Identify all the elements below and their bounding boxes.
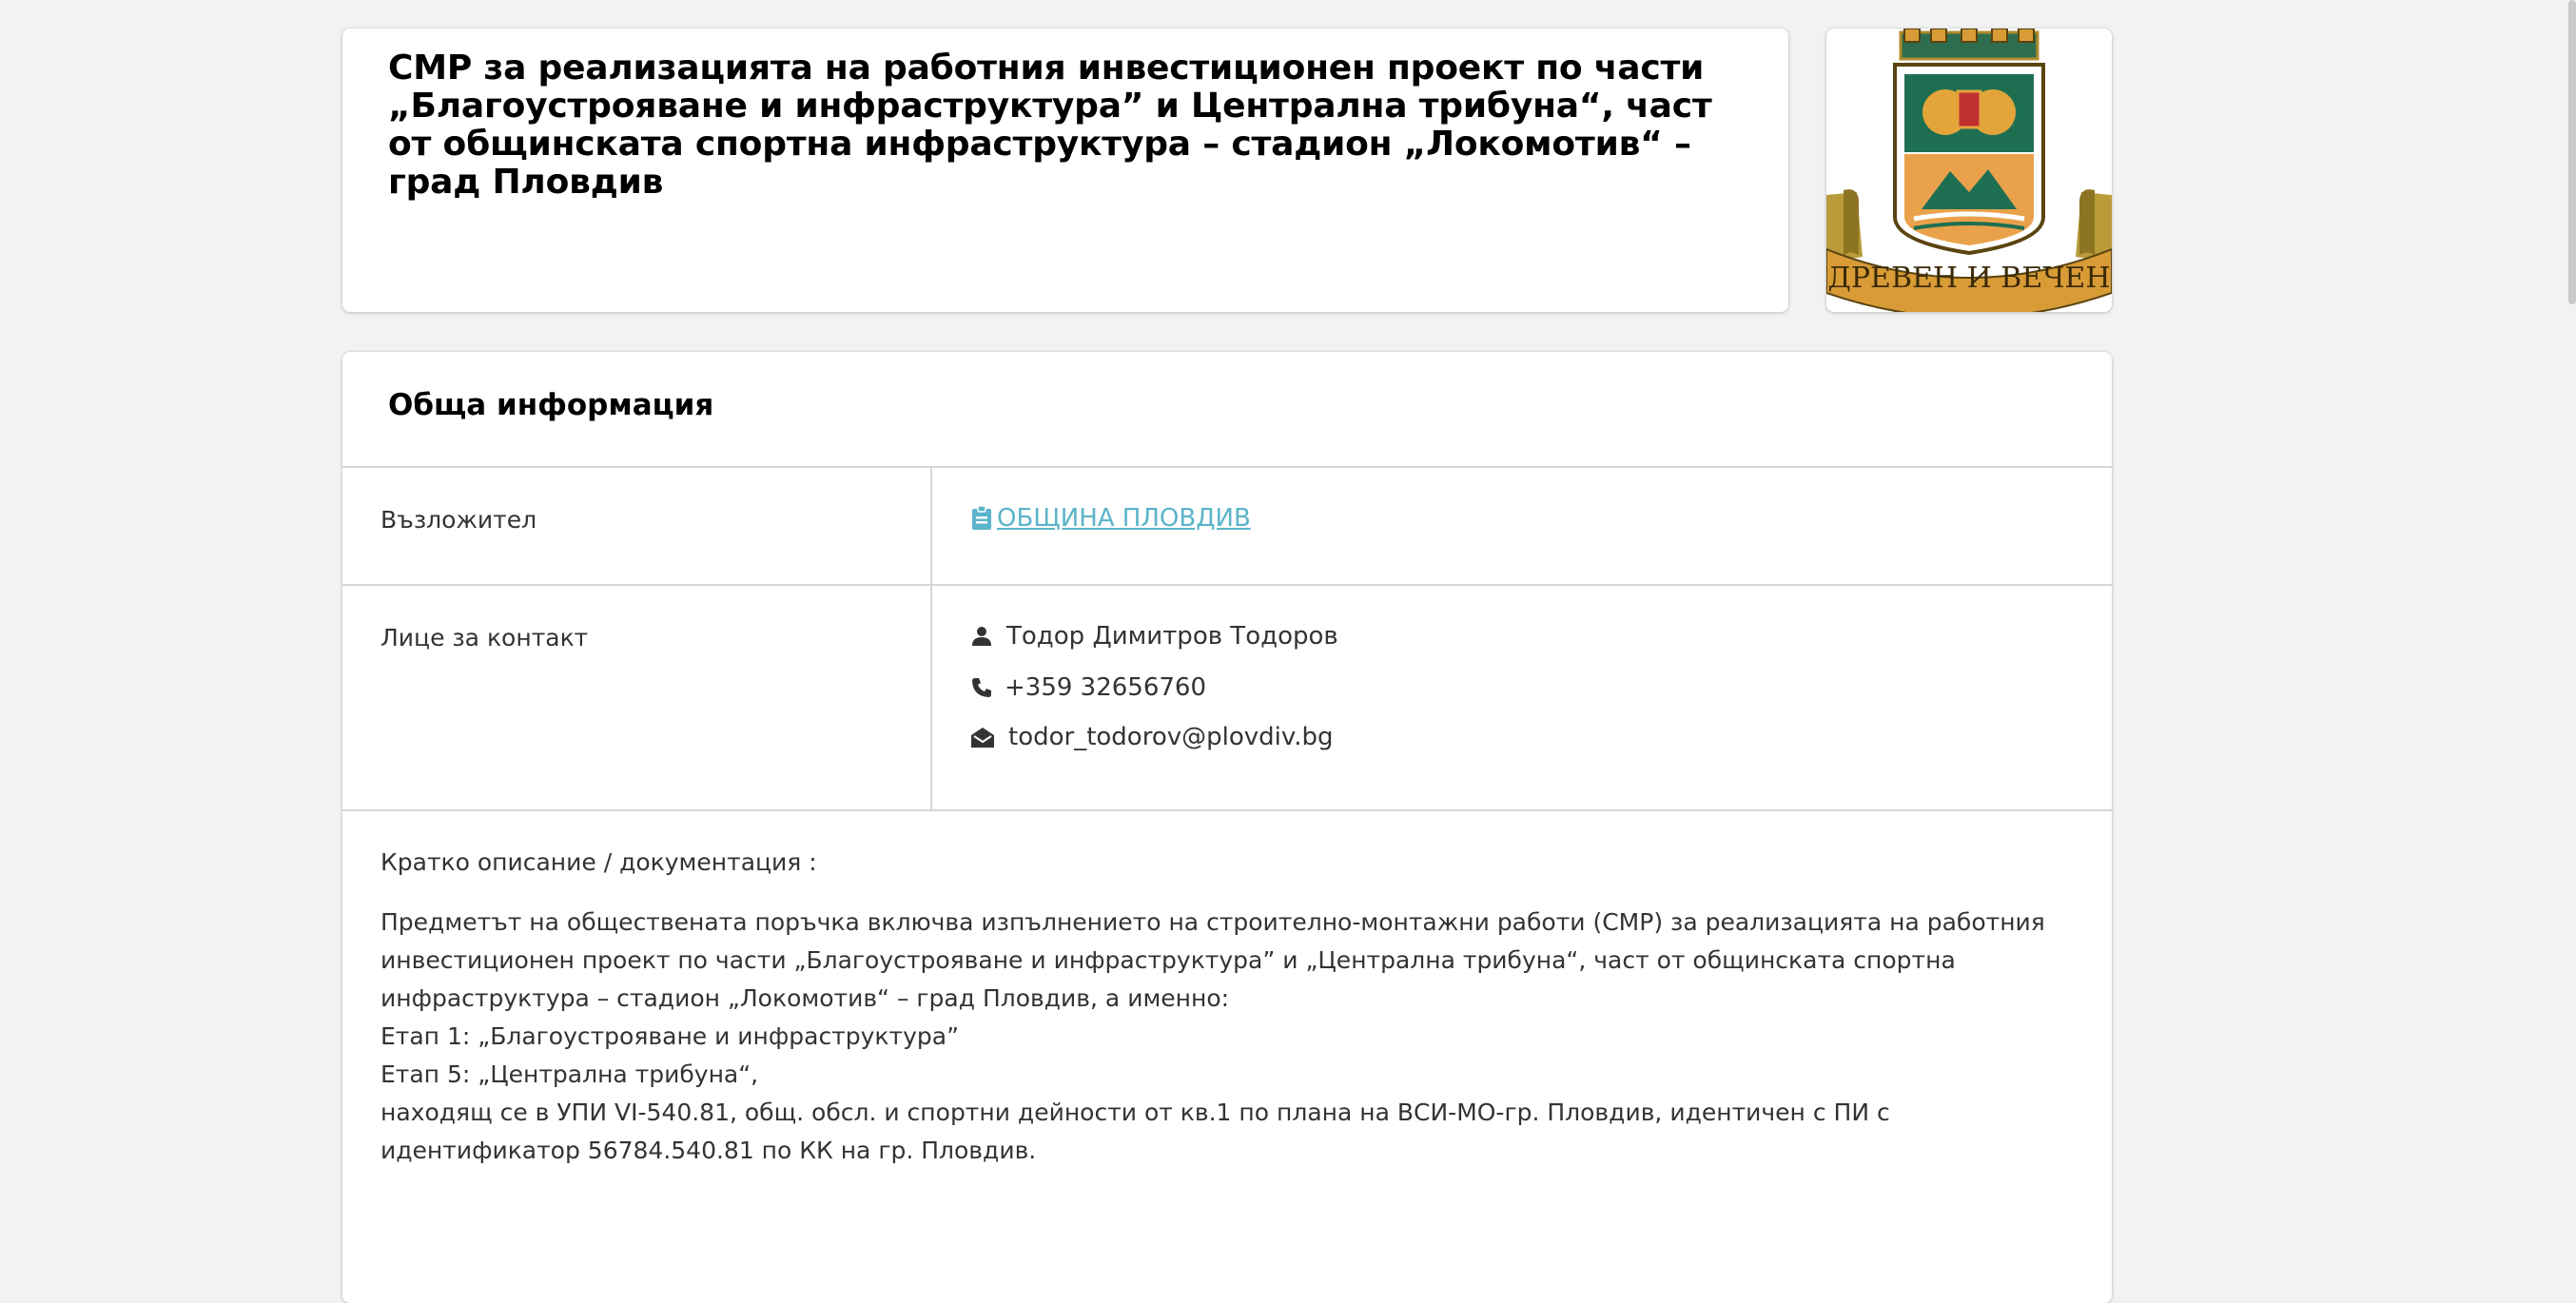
contact-phone-row [970, 673, 1206, 702]
description-line: инвестиционен проект по части „Благоустрояване и инфраструктура” и „Централна трибуна“, част от общинската спортна [381, 946, 1956, 974]
divider [342, 466, 2112, 468]
plovdiv-coat-of-arms-logo [1826, 29, 2112, 312]
logo-card [1826, 29, 2112, 312]
description-line: Етап 5: „Централна трибуна“, [381, 1060, 759, 1088]
open-envelope-icon [970, 726, 995, 749]
description-text [381, 904, 2055, 1170]
contracting-authority-value [970, 504, 1251, 533]
description-line: Предметът на обществената поръчка включва изпълнението на строително-монтажни работи (СМР) за реализацията на работния [381, 908, 2045, 936]
description-label: Кратко описание / документация : [381, 848, 817, 876]
person-icon [970, 625, 993, 648]
page-title: СМР за реализацията на работния инвестиционен проект по части „Благоустрояване и инфраструктура” и Централна трибуна“, част от общинската спортна инфраструктура – стадион „Локомотив“ – град Пловдив [388, 49, 1712, 202]
contact-name-row [970, 622, 1338, 651]
phone-icon [970, 676, 993, 699]
contact-email: todor_todorov@plovdiv.bg [1008, 723, 1334, 751]
clipboard-icon [970, 506, 993, 531]
svg-text:ДРЕВЕН И ВЕЧЕН: ДРЕВЕН И ВЕЧЕН [1827, 262, 2111, 295]
description-line: находящ се в УПИ VI-540.81, общ. обсл. и спортни дейности от кв.1 по плана на ВСИ-МО-гр. Пловдив, идентичен с ПИ с [381, 1099, 1890, 1126]
contracting-authority-label: Възложител [381, 506, 537, 534]
title-card [342, 29, 1788, 312]
contact-name: Тодор Димитров Тодоров [1006, 622, 1338, 651]
divider [342, 809, 2112, 811]
contact-phone: +359 32656760 [1005, 673, 1207, 702]
contact-email-row [970, 723, 1334, 751]
column-divider [930, 466, 932, 811]
contact-person-label: Лице за контакт [381, 624, 589, 652]
divider [342, 584, 2112, 586]
section-heading: Обща информация [388, 388, 714, 422]
general-info-card [342, 352, 2112, 1303]
contracting-authority-link[interactable]: ОБЩИНА ПЛОВДИВ [997, 504, 1251, 533]
description-line: Етап 1: „Благоустрояване и инфраструктура” [381, 1022, 960, 1050]
description-line: идентификатор 56784.540.81 по КК на гр. Пловдив. [381, 1137, 1037, 1164]
description-line: инфраструктура – стадион „Локомотив“ – град Пловдив, а именно: [381, 984, 1230, 1012]
scrollbar[interactable] [2568, 0, 2576, 304]
